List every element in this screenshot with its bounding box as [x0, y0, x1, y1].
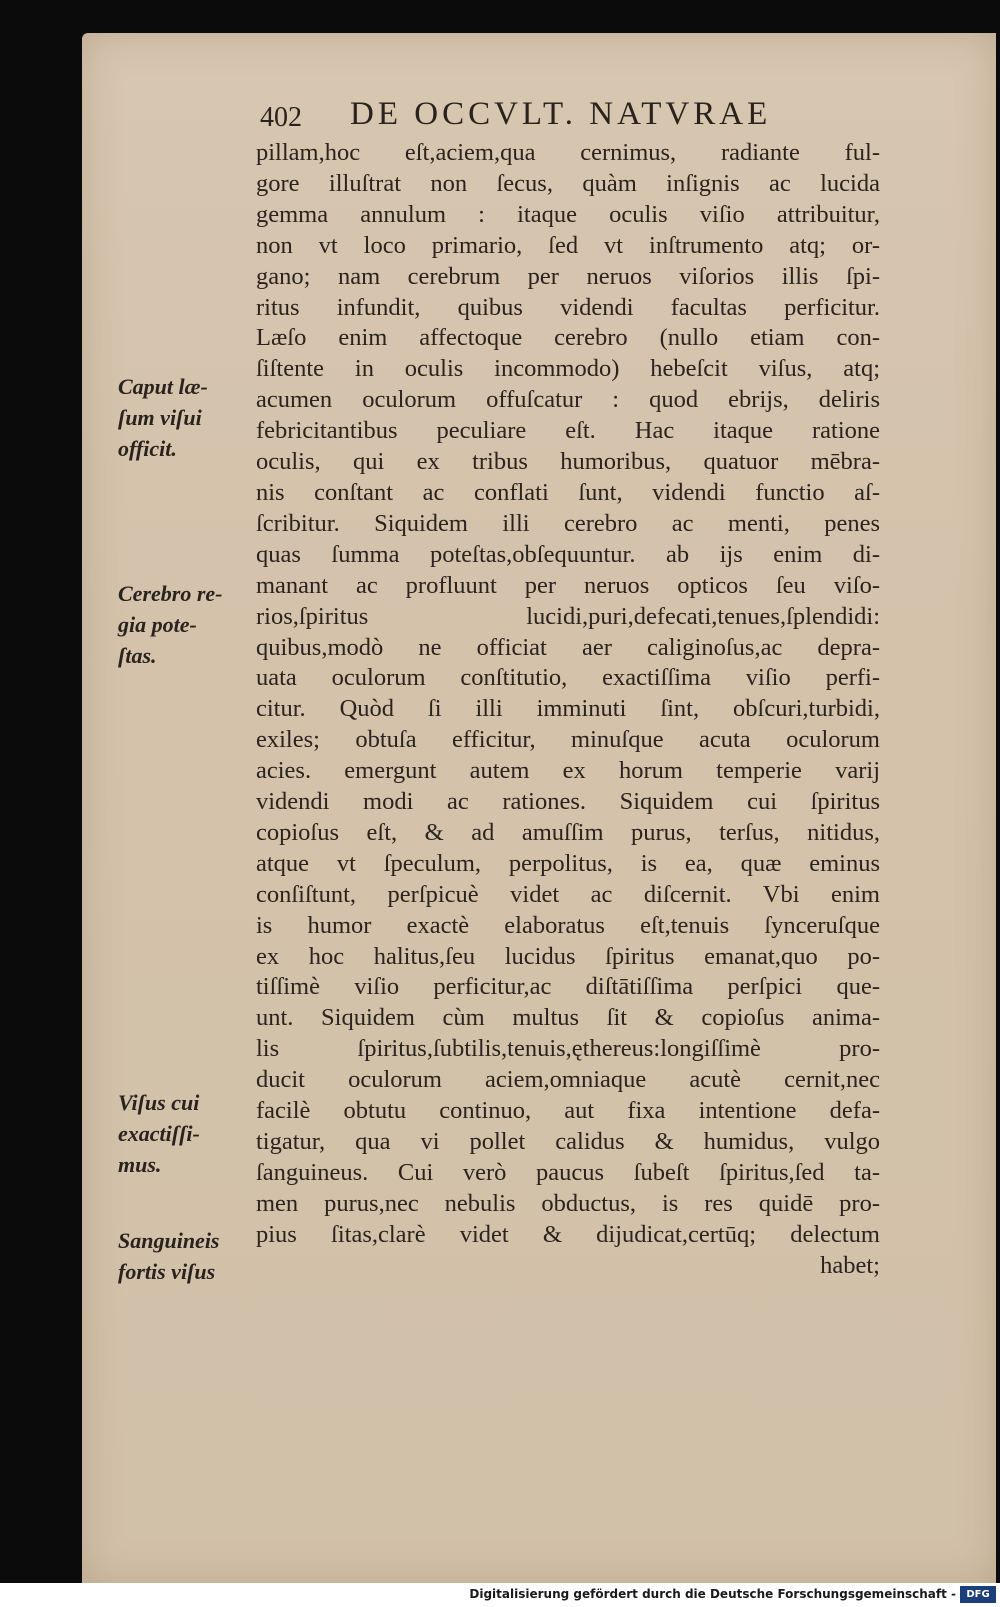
- text-line: gemma annulum : itaque oculis viſio attribuitur,: [256, 200, 880, 228]
- margin-note-line: fortis viſus: [118, 1259, 216, 1284]
- text-line: is humor exactè elaboratus eſt,tenuis ſynceruſque: [256, 911, 880, 939]
- text-line: uata oculorum conſtitutio, exactiſſima viſio perfi-: [256, 664, 880, 692]
- body-text: [256, 138, 880, 1282]
- text-line: tiſſimè viſio perficitur,ac diſtātiſſima perſpici que-: [256, 973, 880, 1001]
- text-line: ſiſtente in oculis incommodo) hebeſcit viſus, atq;: [256, 355, 880, 383]
- text-line: exiles; obtuſa efficitur, minuſque acuta oculorum: [256, 726, 880, 754]
- text-line: pillam,hoc eſt,aciem,qua cernimus, radiante ful-: [256, 139, 880, 166]
- text-line: ducit oculorum aciem,omniaque acutè cernit,nec: [256, 1066, 880, 1094]
- text-line: atque vt ſpeculum, perpolitus, is ea, quæ eminus: [256, 849, 880, 877]
- text-line: facilè obtutu continuo, aut fixa intentione defa-: [256, 1097, 880, 1125]
- text-line: gano; nam cerebrum per neruos viſorios illis ſpi-: [256, 262, 880, 290]
- text-line: habet;: [820, 1251, 880, 1279]
- margin-note-line: ſtas.: [118, 643, 157, 668]
- text-line: ſcribitur. Siquidem illi cerebro ac menti, penes: [256, 509, 880, 537]
- margin-note: [118, 1087, 254, 1180]
- running-title: DE OCCVLT. NATVRAE: [350, 96, 772, 132]
- footer: [0, 1583, 1000, 1607]
- margin-note-line: mus.: [118, 1152, 162, 1177]
- text-line: Læſo enim affectoque cerebro (nullo etiam con-: [256, 324, 880, 352]
- text-line: ex hoc halitus,ſeu lucidus ſpiritus emanat,quo po-: [256, 942, 880, 970]
- text-line: ſanguineus. Cui verò paucus ſubeſt ſpiritus,ſed ta-: [256, 1158, 880, 1186]
- footer-credit: Digitalisierung gefördert durch die Deutsche Forschungsgemeinschaft -: [469, 1587, 956, 1601]
- text-line: tigatur, qua vi pollet calidus & humidus, vulgo: [256, 1128, 880, 1155]
- text-line: manant ac profluunt per neruos opticos ſeu viſo-: [256, 571, 880, 599]
- margin-note-line: ſum viſui: [118, 405, 202, 430]
- text-line: oculis, qui ex tribus humoribus, quatuor mēbra-: [256, 448, 880, 476]
- page-header: [260, 96, 880, 136]
- margin-note-line: Cerebro re-: [118, 581, 223, 606]
- margin-note-line: exactiſſi-: [118, 1121, 200, 1146]
- text-line: men purus,nec nebulis obductus, is res quidē pro-: [256, 1189, 880, 1217]
- page-number: 402: [260, 102, 302, 133]
- text-line: videndi modi ac rationes. Siquidem cui ſpiritus: [256, 788, 880, 816]
- text-line: nis conſtant ac conflati ſunt, videndi functio aſ-: [256, 478, 880, 506]
- margin-note-line: Viſus cui: [118, 1090, 200, 1115]
- text-line: quas ſumma poteſtas,obſequuntur. ab ijs enim di-: [256, 540, 880, 568]
- margin-note-line: officit.: [118, 436, 177, 461]
- margin-note-line: gia pote-: [118, 612, 197, 637]
- text-line: pius ſitas,clarè videt & dijudicat,certūq; delectum: [256, 1220, 880, 1248]
- margin-note-line: Caput læ-: [118, 374, 208, 399]
- text-line: unt. Siquidem cùm multus ſit & copioſus anima-: [256, 1004, 880, 1032]
- margin-note: [118, 1225, 254, 1287]
- dfg-logo: DFG: [960, 1586, 996, 1603]
- margin-note: [118, 371, 254, 464]
- margin-note: [118, 578, 254, 671]
- text-line: febricitantibus peculiare eſt. Hac itaque ratione: [256, 417, 880, 445]
- text-line: rios,ſpiritus lucidi,puri,defecati,tenues,ſplendidi:: [256, 602, 880, 630]
- text-line: acies. emergunt autem ex horum temperie varij: [256, 757, 880, 785]
- text-line: quibus,modò ne officiat aer caliginoſus,ac depra-: [256, 633, 880, 661]
- text-line: conſiſtunt, perſpicuè videt ac diſcernit. Vbi enim: [256, 880, 880, 908]
- text-line: citur. Quòd ſi illi imminuti ſint, obſcuri,turbidi,: [256, 695, 880, 723]
- text-line: ritus infundit, quibus videndi facultas perficitur.: [256, 293, 880, 321]
- text-line: gore illuſtrat non ſecus, quàm inſignis ac lucida: [256, 169, 880, 197]
- margin-note-line: Sanguineis: [118, 1228, 220, 1253]
- text-line: copioſus eſt, & ad amuſſim purus, terſus, nitidus,: [256, 818, 880, 846]
- text-line: acumen oculorum offuſcatur : quod ebrijs, deliris: [256, 386, 880, 414]
- text-line: non vt loco primario, ſed vt inſtrumento atq; or-: [256, 231, 880, 259]
- text-line: lis ſpiritus,ſubtilis,tenuis,ęthereus:longiſſimè pro-: [256, 1035, 880, 1063]
